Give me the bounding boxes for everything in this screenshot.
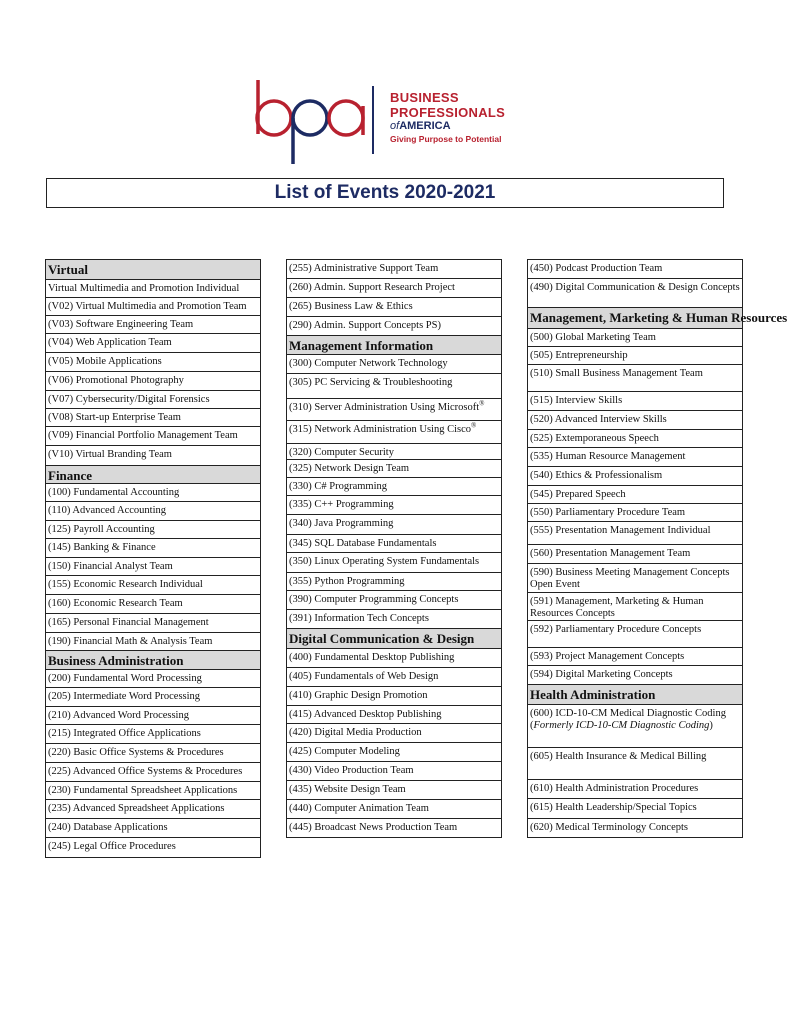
event-label: (V02) Virtual Multimedia and Promotion Team [48,301,247,312]
event-label: (155) Economic Research Individual [48,579,203,590]
section-management-marketing [528,307,787,328]
brand-tagline: Giving Purpose to Potential [390,134,502,144]
event-row [46,781,260,799]
brand-line-3 [390,120,505,133]
event-row [287,780,501,799]
event-row [46,706,260,724]
event-row [287,443,501,459]
event-label: (430) Video Production Team [289,765,414,776]
event-row [46,575,260,594]
section-health-administration [528,684,742,704]
event-row [287,420,501,443]
event-label: (210) Advanced Word Processing [48,710,189,721]
event-label: (260) Admin. Support Research Project [289,282,455,293]
event-label: (605) Health Insurance & Medical Billing [530,751,707,762]
event-row [287,590,501,609]
event-label: (225) Advanced Office Systems & Procedures [48,766,243,777]
event-label: (505) Entrepreneurship [530,350,628,361]
event-row [287,514,501,534]
event-label: (V05) Mobile Applications [48,356,162,367]
event-label: (390) Computer Programming Concepts [289,594,459,605]
event-row [528,665,742,684]
event-row [287,297,501,316]
event-row [528,278,742,307]
event-label: (265) Business Law & Ethics [289,301,413,312]
event-row [287,648,501,667]
brand-america: AMERICA [399,120,451,132]
event-label: (290) Admin. Support Concepts PS) [289,320,441,331]
event-row [46,371,260,390]
event-row [46,426,260,445]
event-row [46,501,260,520]
event-label: (445) Broadcast News Production Team [289,822,458,833]
event-row [46,799,260,818]
event-row [528,592,742,620]
event-label: (V04) Web Application Team [48,337,172,348]
event-row [46,762,260,781]
event-label: (235) Advanced Spreadsheet Applications [48,803,225,814]
event-label: (145) Banking & Finance [48,542,156,553]
event-row [528,563,742,592]
event-label: (560) Presentation Management Team [530,548,691,559]
event-row [528,447,742,466]
event-label: (540) Ethics & Professionalism [530,470,663,481]
event-label: (610) Health Administration Procedures [530,783,699,794]
event-row [287,723,501,742]
event-label: (350) Linux Operating System Fundamentals [289,556,480,567]
event-row [287,818,501,837]
events-column-2 [286,259,502,838]
section-title: Business Administration [48,653,184,668]
event-label: (400) Fundamental Desktop Publishing [289,652,455,663]
event-label: Virtual Multimedia and Promotion Individual [48,283,240,294]
event-row [528,364,742,391]
section-digital-communication [287,628,501,648]
event-row [528,410,742,429]
event-row [46,445,260,465]
event-row [287,552,501,572]
event-label: (100) Fundamental Accounting [48,487,180,498]
bpa-logo [252,78,522,166]
event-label: (V07) Cybersecurity/Digital Forensics [48,394,210,405]
brand-line-1: BUSINESS [390,90,459,105]
event-label: (340) Java Programming [289,518,394,529]
event-label: (510) Small Business Management Team [530,368,703,379]
event-row [528,704,742,747]
event-row [287,373,501,398]
event-row [528,798,742,818]
event-note: Formerly ICD-10-CM Diagnostic Coding [533,720,710,731]
event-row [528,544,742,563]
event-row [46,724,260,743]
event-label: (620) Medical Terminology Concepts [530,822,688,833]
event-label: (110) Advanced Accounting [48,505,166,516]
event-row [46,352,260,371]
event-label: (425) Computer Modeling [289,746,400,757]
event-label: (590) Business Meeting Management Concepts Open Event [530,567,730,590]
event-row [46,315,260,333]
events-column-1 [45,259,261,858]
event-label: (V08) Start-up Enterprise Team [48,412,181,423]
section-virtual [46,260,260,279]
event-label: (490) Digital Communication & Design Concepts [530,282,740,293]
section-title: Finance [48,468,93,483]
title-box [46,178,724,208]
event-label: (515) Interview Skills [530,395,623,406]
event-row [528,503,742,521]
event-label: (550) Parliamentary Procedure Team [530,507,686,518]
brand-line-2: PROFESSIONALS [390,105,506,120]
event-label: (592) Parliamentary Procedure Concepts [530,624,702,635]
event-label: (165) Personal Financial Management [48,617,209,628]
event-row [46,279,260,297]
event-label: (330) C# Programming [289,481,387,492]
event-row [287,459,501,477]
event-label: (600) ICD-10-CM Medical Diagnostic Coding ( [530,708,726,731]
event-row [528,466,742,485]
event-label: (415) Advanced Desktop Publishing [289,709,442,720]
section-title: Virtual [48,262,88,277]
event-label: (V03) Software Engineering Team [48,319,194,330]
event-label: (215) Integrated Office Applications [48,728,201,739]
event-row [46,390,260,408]
event-row [528,328,742,346]
registered-mark: ® [479,399,485,408]
section-title: Management, Marketing & Human Resources [530,310,787,325]
bpa-logo-mark [252,78,372,166]
page-title: List of Events 2020-2021 [274,182,496,203]
event-row [46,538,260,557]
event-label: (405) Fundamentals of Web Design [289,671,439,682]
event-row [528,620,742,647]
event-label: (555) Presentation Management Individual [530,525,711,536]
event-label: (593) Project Management Concepts [530,651,685,662]
event-label: (440) Computer Animation Team [289,803,429,814]
event-label: (500) Global Marketing Team [530,332,656,343]
event-label: (190) Financial Math & Analysis Team [48,636,213,647]
event-label: (150) Financial Analyst Team [48,561,173,572]
event-label: (125) Payroll Accounting [48,524,155,535]
event-label: (410) Graphic Design Promotion [289,690,428,701]
event-label: (160) Economic Research Team [48,598,183,609]
event-label: (391) Information Tech Concepts [289,613,429,624]
event-label: (305) PC Servicing & Troubleshooting [289,377,453,388]
event-row [528,747,742,779]
event-row [287,477,501,495]
event-row [528,647,742,665]
event-label: (450) Podcast Production Team [530,263,663,274]
event-row [528,346,742,364]
event-row [528,429,742,447]
event-label: (V09) Financial Portfolio Management Team [48,430,238,441]
event-label: (420) Digital Media Production [289,727,422,738]
event-row [287,278,501,297]
event-label: (345) SQL Database Fundamentals [289,538,437,549]
event-row [46,743,260,762]
event-label: (545) Prepared Speech [530,489,626,500]
event-row [46,669,260,687]
event-label: (300) Computer Network Technology [289,358,448,369]
event-row [46,333,260,352]
event-label: (220) Basic Office Systems & Procedures [48,747,224,758]
event-label: (335) C++ Programming [289,499,394,510]
event-row [287,260,501,278]
section-management-information [287,335,501,354]
event-label: (V10) Virtual Branding Team [48,449,172,460]
event-label: (205) Intermediate Word Processing [48,691,201,702]
event-row [528,521,742,544]
section-business-administration [46,650,260,669]
event-row [287,572,501,590]
event-label: (435) Website Design Team [289,784,406,795]
event-row [287,534,501,552]
event-row [46,408,260,426]
section-title: Management Information [289,338,434,353]
event-label: (245) Legal Office Procedures [48,841,176,852]
brand-of: of [390,120,400,132]
event-label: (320) Computer Security [289,447,394,458]
event-label: (355) Python Programming [289,576,405,587]
event-row [287,316,501,335]
event-row [46,632,260,650]
event-row [46,557,260,575]
section-finance [46,465,260,483]
event-row [46,297,260,315]
event-label: (591) Management, Marketing & Human Resources Concepts [530,596,704,619]
event-row [528,779,742,798]
event-row [287,495,501,514]
event-row [287,761,501,780]
event-label: (325) Network Design Team [289,463,410,474]
event-label: (200) Fundamental Word Processing [48,673,202,684]
events-column-3 [527,259,787,838]
event-label: (520) Advanced Interview Skills [530,414,667,425]
event-row [287,686,501,705]
event-label: (230) Fundamental Spreadsheet Applications [48,785,238,796]
event-label: (615) Health Leadership/Special Topics [530,802,697,813]
event-row [287,799,501,818]
event-row [287,354,501,373]
section-title: Digital Communication & Design [289,631,475,646]
event-label: (315) Network Administration Using Cisco [289,424,471,435]
event-row [287,398,501,420]
event-label: (240) Database Applications [48,822,168,833]
event-row [46,818,260,837]
event-label-suffix: ) [709,720,713,731]
event-row [46,687,260,706]
event-row [46,520,260,538]
event-row [528,260,742,278]
brand-wordmark [390,90,505,145]
event-row [528,818,742,837]
event-row [287,742,501,761]
event-label: (310) Server Administration Using Microsoft [289,402,480,413]
event-row [528,391,742,410]
event-label: (525) Extemporaneous Speech [530,433,659,444]
event-row [287,667,501,686]
event-label: (594) Digital Marketing Concepts [530,669,673,680]
event-label: (255) Administrative Support Team [289,263,439,274]
event-row [287,609,501,628]
section-title: Health Administration [530,687,656,702]
event-row [287,705,501,723]
event-label: (535) Human Resource Management [530,451,686,462]
event-row [46,594,260,613]
event-row [528,485,742,503]
event-row [46,483,260,501]
event-row [46,837,260,857]
registered-mark: ® [471,421,477,430]
event-row [46,613,260,632]
event-label: (V06) Promotional Photography [48,375,184,386]
